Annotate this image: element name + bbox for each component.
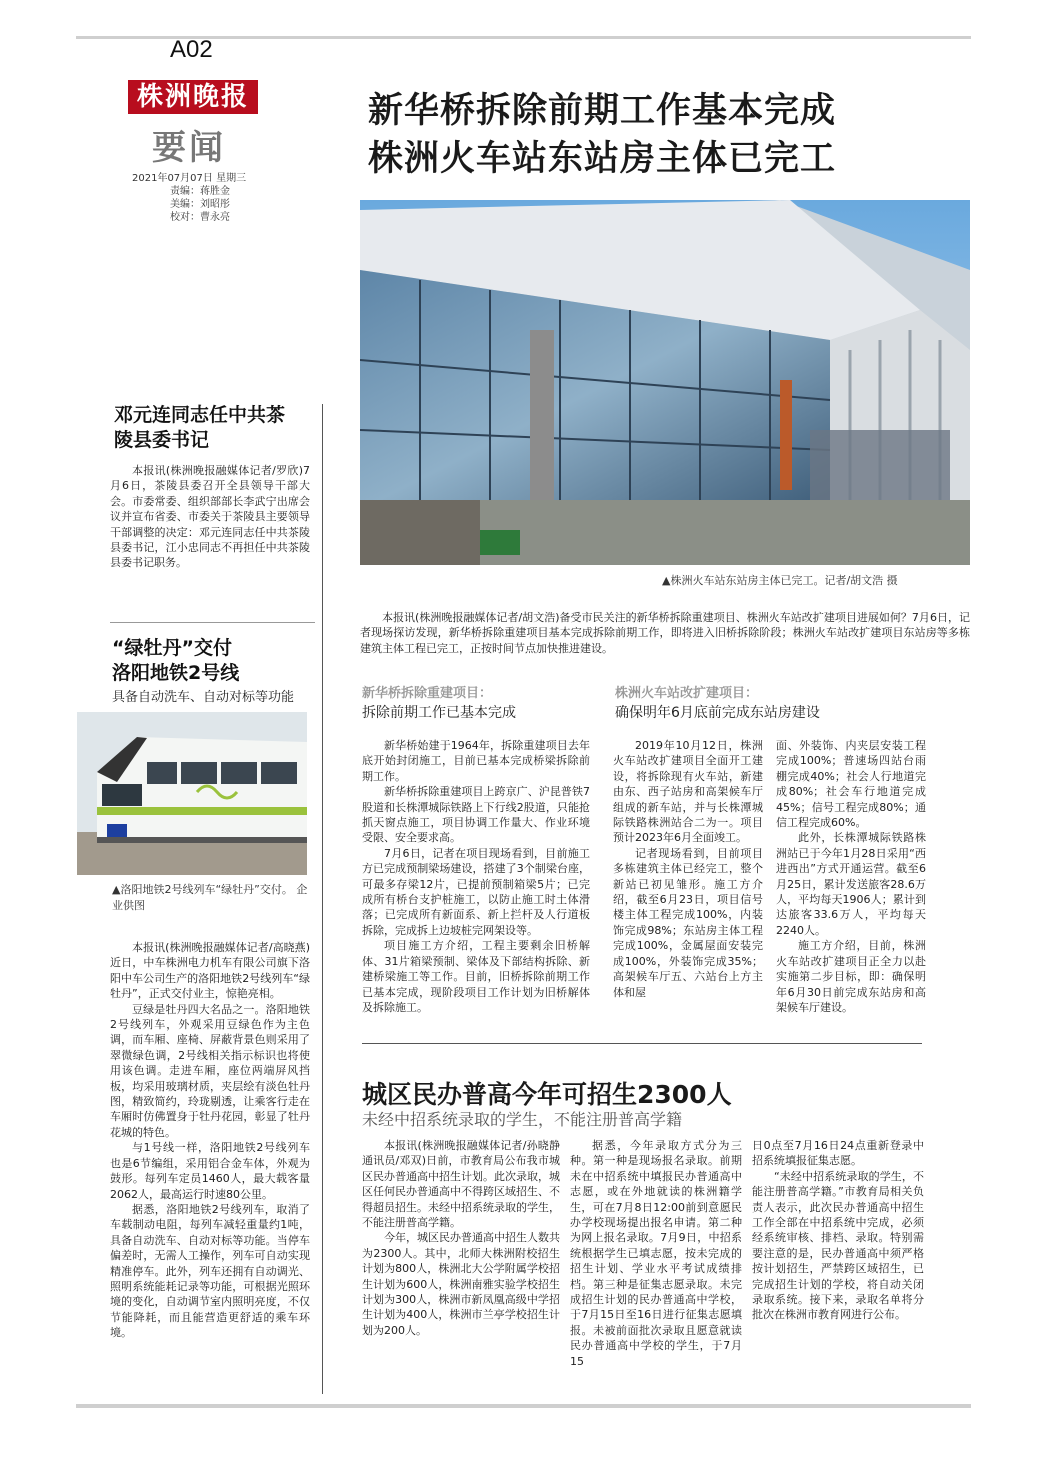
side2-para: 本报讯(株洲晚报融媒体记者/高晓燕)近日，中车株洲电力机车有限公司旗下洛阳中车公司生产的洛阳地铁2号线列车“绿牡丹”，正式交付业主，惊艳亮相。: [110, 941, 310, 1001]
editor-credit: 责编：蒋胜金: [170, 186, 230, 197]
side-divider: [110, 622, 315, 623]
side2-body: [110, 940, 310, 1341]
sub2-line: 确保明年6月底前完成东站房建设: [615, 705, 820, 721]
side2-subtitle: 具备自动洗车、自动对标等功能: [112, 690, 295, 705]
lead-headline-line1: 新华桥拆除前期工作基本完成: [368, 91, 837, 131]
lead-col2-para: 2019年10月12日，株洲火车站改扩建项目全面开工建设，将拆除现有火车站，新建由东、西子站房和高架候车厅组成的新车站，并与长株潭城际铁路株洲站合二为一。项目预计2023年6月全面竣工。: [613, 739, 763, 845]
lead-column-3: [776, 738, 926, 1015]
side1-body: [110, 463, 310, 571]
side2-para: 与1号线一样，洛阳地铁2号线列车也是6节编组，采用铝合金车体，外观为鼓形。每列车定员1460人，最大载客量2062人，最高运行时速80公里。: [110, 1141, 310, 1201]
side1-title-line1: 邓元连同志任中共茶: [114, 404, 286, 426]
bottom-rule: [76, 1404, 971, 1408]
lead-col3-para: 施工方介绍，目前，株洲火车站改扩建项目正全力以赴实施第二步目标，即：确保明年6月30日前完成东站房和高架候车厅建设。: [776, 939, 926, 1014]
sub2-kicker: 株洲火车站改扩建项目：: [615, 686, 759, 701]
train-photo: [77, 712, 307, 875]
side2-para: 据悉，洛阳地铁2号线列车，取消了车载制动电阻，每列车减轻重量约1吨，具备自动洗车、自动对标等功能。当停车偏差时，无需人工操作，列车可自动实现精准停车。此外，列车还拥有自动调光、照明系统能耗记录等功能，可根据光照环境的变化，自动调节室内照明亮度，不仅节能降耗，而且能营造更舒适的乘车环境。: [110, 1202, 310, 1340]
sub1-line: 拆除前期工作已基本完成: [362, 705, 516, 721]
story-divider: [362, 1043, 922, 1044]
lead-intro-text: 本报讯(株洲晚报融媒体记者/胡文浩)备受市民关注的新华桥拆除重建项目、株洲火车站改扩建项目进展如何？7月6日，记者现场探访发现，新华桥拆除重建项目基本完成拆除前期工作，即将进入旧桥拆除阶段；株洲火车站改扩建项目东站房等多栋建筑主体工程已完工，正按时间节点加快推进建设。: [360, 611, 970, 655]
masthead-logo: 株洲晚报: [128, 80, 258, 114]
section-title: 要闻: [152, 128, 226, 168]
lead-col3-para: 面、外装饰、内夹层安装工程完成100%；普速场四站台雨棚完成40%；社会人行地道完成80%；社会车行地道完成45%；信号工程完成80%；通信工程完成60%。: [776, 739, 926, 830]
side1-text: 本报讯(株洲晚报融媒体记者/罗欣)7月6日，茶陵县委召开全县领导干部大会。市委常委、组织部部长李武宁出席会议并宣布省委、市委关于茶陵县主要领导干部调整的决定：邓元连同志任中共茶陵县委书记，江小忠同志不再担任中共茶陵县委书记职务。: [110, 464, 310, 570]
column-divider: [322, 404, 323, 1394]
side1-title-line2: 陵县委书记: [114, 429, 210, 451]
proofreader-credit: 校对：曹永亮: [170, 212, 230, 223]
story2-col3-para: 日0点至7月16日24点重新登录中招系统填报征集志愿。: [752, 1139, 924, 1168]
story2-subheadline: 未经中招系统录取的学生，不能注册普高学籍: [362, 1110, 683, 1129]
lead-col1-para: 新华桥始建于1964年，拆除重建项目去年底开始封闭施工，目前已基本完成桥梁拆除前期工作。: [362, 739, 590, 783]
lead-column-2: [613, 738, 763, 1000]
lead-column-1: [362, 738, 590, 1015]
story2-headline: 城区民办普高今年可招生2300人: [362, 1080, 732, 1109]
story2-col1-para: 今年，城区民办普通高中招生人数共为2300人。其中，北师大株洲附校招生计划为800人，株洲北大公学附属学校招生计划为600人，株洲南雅实验学校招生计划为300人，株洲市新凤凰高级中学招生计划为400人，株洲市兰亭学校招生计划为200人。: [362, 1231, 560, 1337]
lead-col2-para: 记者现场看到，目前项目多栋建筑主体已经完工，整个新站已初见雏形。施工方介绍，截至6月23日，项目信号楼主体工程完成100%，内装饰完成98%；东站房主体工程完成100%，金属屋面安装完成100%，外装饰完成35%；高架候车厅五、六站台上方主体和屋: [613, 846, 763, 999]
art-editor-credit: 美编：刘昭彤: [170, 199, 230, 210]
lead-intro: [360, 610, 970, 656]
lead-col1-para: 新华桥拆除重建项目上跨京广、沪昆普铁7股道和长株潭城际铁路上下行线2股道，只能抢抓天窗点施工，项目协调工作量大、作业环境受限、安全要求高。: [362, 785, 590, 845]
lead-col3-para: 此外，长株潭城际铁路株洲站已于今年1月28日采用“西进西出”方式开通运营。截至6月25日，累计发送旅客28.6万人，平均每天1906人；累计到达旅客33.6万人，平均每天2240人。: [776, 831, 926, 937]
station-photo-caption: ▲株洲火车站东站房主体已完工。记者/胡文浩 摄: [662, 574, 898, 587]
train-illustration: [77, 712, 307, 875]
side2-title-line1: “绿牡丹”交付: [112, 637, 232, 659]
train-photo-caption: ▲洛阳地铁2号线列车“绿牡丹”交付。 企业供图: [112, 883, 308, 912]
station-building-illustration: [360, 200, 970, 565]
station-photo: [360, 200, 970, 565]
story2-col3-para: “未经中招系统录取的学生，不能注册普高学籍。”市教育局相关负责人表示，此次民办普通高中招生工作全部在中招系统中完成，必须经系统审核、排档、录取。特别需要注意的是，民办普通高中须严格按计划招生，严禁跨区域招生，已完成招生计划的学校，将自动关闭录取系统。接下来，录取名单将分批次在株洲市教育网进行公布。: [752, 1169, 924, 1322]
side2-para: 豆绿是牡丹四大名品之一。洛阳地铁2号线列车，外观采用豆绿色作为主色调，而车厢、座椅、屏蔽背景色则采用了翠微绿色调，2号线相关指示标识也将使用该色调。走进车厢，座位两端屏风挡板，均采用玻璃材质，夹层绘有淡色牡丹图，精致简约，玲珑剔透，让乘客行走在车厢时仿佛置身于牡丹花园，彰显了牡丹花城的特色。: [110, 1002, 310, 1139]
page-number: A02: [170, 36, 213, 63]
lead-col1-para: 7月6日，记者在项目现场看到，目前施工方已完成预制梁场建设，搭建了3个制梁台座，可最多存梁12片，已提前预制箱梁5片；已完成所有桥台支护桩施工，以防止施工时土体滑落；已完成所有新面系、新上拦杆及人行道板拆除，完成拆上边坡桩完网架设等。: [362, 846, 590, 937]
lead-headline-line2: 株洲火车站东站房主体已完工: [368, 139, 837, 179]
story2-col1-para: 本报讯(株洲晚报融媒体记者/孙晓静 通讯员/邓双)日前，市教育局公布我市城区民办普通高中招生计划。此次录取，城区任何民办普通高中不得跨区域招生、不得超员招生。未经中招系统录取的学生，不能注册普高学籍。: [362, 1139, 560, 1230]
story2-col2-para: 据悉，今年录取方式分为三种。第一种是现场报名录取。前期未在中招系统中填报民办普通高中志愿，或在外地就读的株洲籍学生，可在7月8日12:00前到意愿民办学校现场提出报名申请。第二种为网上报名录取。7月9日，中招系统根据学生已填志愿，按未完成的招生计划、学业水平考试成绩排档。第三种是征集志愿录取。未完成招生计划的民办普通高中学校，于7月15日至16日进行征集志愿填报。未被前面批次录取且愿意就读民办普通高中学校的学生，于7月15: [570, 1139, 742, 1368]
sub1-kicker: 新华桥拆除重建项目：: [362, 686, 493, 701]
story2-column-2: [570, 1138, 742, 1369]
lead-col1-para: 项目施工方介绍，工程主要剩余旧桥解体、31片箱梁预制、梁体及下部结构拆除、新建桥梁施工等工作。目前，旧桥拆除前期工作已基本完成，现阶段项目工作计划为旧桥解体及拆除施工。: [362, 939, 590, 1014]
story2-column-3: [752, 1138, 924, 1323]
side2-title-line2: 洛阳地铁2号线: [112, 662, 240, 684]
story2-column-1: [362, 1138, 560, 1338]
issue-date: 2021年07月07日 星期三: [132, 173, 247, 184]
